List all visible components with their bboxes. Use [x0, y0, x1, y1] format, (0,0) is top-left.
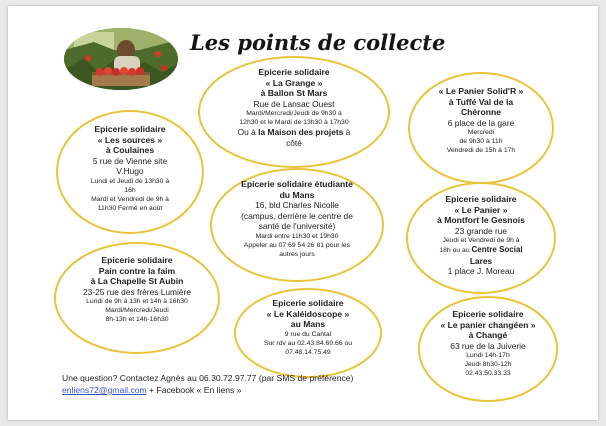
point-address: 16, bld Charles Nicolle: [255, 200, 339, 210]
contact-line: [62, 385, 242, 395]
point-hours: Lundi de 9h à 13h et 14h à 16h30: [86, 298, 188, 305]
point-alternative: Ou à la Maison des projets à: [237, 127, 351, 137]
point-address: 23 grande rue: [454, 225, 508, 236]
point-city: à Coulaines: [105, 145, 155, 155]
point-hours: de 9h30 à 11h: [459, 138, 503, 145]
point-hours: Mardi/Mercredi/Jeudi: [105, 307, 169, 314]
point-address: santé de l'université): [258, 221, 336, 231]
point-phone: Appeler au 07 69 54 26 81 pour les: [243, 241, 351, 249]
point-city: Chéronne: [460, 107, 502, 117]
point-name: Epicerie solidaire: [445, 194, 517, 204]
point-name: Pain contre la faim: [98, 265, 176, 276]
tomato-harvest-photo: [64, 28, 178, 90]
point-address: 9 rue du Cantal: [284, 330, 332, 338]
point-city: au Mans: [290, 319, 326, 329]
point-address: Rue de Lansac Ouest: [253, 98, 335, 109]
point-subname: « Le Kaléidoscope »: [266, 308, 350, 319]
point-phone: 02.43.50.33.33: [465, 370, 511, 377]
point-subname: « Le Panier »: [454, 204, 508, 215]
point-name: Epicerie solidaire: [272, 298, 344, 308]
point-hours: Mercredi: [467, 129, 495, 136]
point-city: à Changé: [468, 330, 508, 340]
point-hours: Jeudi 8h30-12h: [464, 361, 512, 368]
collection-point-grange: [198, 56, 390, 168]
point-address: 23-25 rue des frères Lumière: [83, 286, 191, 297]
contact-question: Une question? Contactez Agnès au 06.30.72.97.77 (par SMS de préférence): [62, 373, 354, 383]
point-address: 1 place J. Moreau: [447, 266, 515, 276]
point-hours: 07.48.14.75.49: [285, 348, 331, 356]
point-alternative-end: côté: [286, 137, 302, 148]
point-hours: 18h ou au Centre Social: [439, 245, 523, 254]
point-name: Epicerie solidaire: [452, 309, 524, 319]
collection-point-panier-montfort: [406, 182, 556, 294]
point-hours: Jeudi et Vendredi de 9h à: [442, 237, 520, 244]
collection-point-chapelle: [54, 242, 220, 354]
page-title: Les points de collecte: [190, 30, 446, 55]
flyer-page: [8, 6, 598, 420]
point-subname: « La Grange »: [265, 77, 323, 88]
point-address: 6 place de la gare: [447, 117, 515, 128]
point-hours: 8h-13h et 14h-16h30: [105, 316, 169, 323]
point-address: (campus, derrière le centre de: [241, 210, 353, 221]
point-hours: Sur rdv au 02.43.84.60.66 ou: [263, 339, 353, 347]
point-hours: Vendredi de 15h à 17h: [446, 147, 516, 154]
point-hours: Mardi et Vendredi de 9h à: [91, 195, 169, 203]
collection-point-sources: [56, 110, 204, 234]
collection-point-kaleidoscope: [234, 288, 382, 378]
point-place: Lares: [469, 255, 493, 266]
point-name: Epicerie solidaire: [258, 67, 330, 77]
point-name: du Mans: [279, 189, 315, 200]
point-address: V.Hugo: [116, 166, 144, 176]
point-city: à Montfort le Gesnois: [437, 215, 525, 225]
point-city: à Tuffé Val de la: [448, 96, 514, 107]
point-name: « Le Panier Solid'R »: [438, 86, 524, 96]
point-city: à Ballon St Mars: [260, 88, 328, 98]
collection-point-etudiante: [210, 168, 384, 282]
point-hours: Mardi/Mercredi/Jeudi de 9h30 à: [246, 110, 342, 117]
point-name: Epicerie solidaire: [94, 124, 166, 134]
point-hours: 11h30 Fermé en août: [97, 204, 163, 212]
collection-point-solidr: [408, 72, 554, 184]
point-address: 63 rue de la Juiverie: [450, 340, 526, 351]
point-subname: « Les sources »: [97, 134, 163, 145]
point-name: Epicerie solidaire étudiante: [241, 179, 353, 189]
point-hours: 16h: [124, 186, 136, 194]
point-phone: autres jours: [279, 250, 315, 258]
collection-point-changeen: [418, 296, 558, 402]
point-hours: Lundi 14h-17h: [466, 352, 510, 359]
email-link[interactable]: enliens72@gmail.com: [62, 385, 147, 395]
point-address: 5 rue de Vienne site: [92, 155, 168, 166]
point-name: Epicerie solidaire: [101, 255, 173, 265]
point-subname: « Le panier changéen »: [440, 319, 536, 330]
point-hours: Mardi entre 11h30 et 19h30: [255, 232, 339, 240]
facebook-text: + Facebook « En liens »: [146, 385, 242, 395]
point-hours: 12h30 et le Mardi de 13h30 à 17h30: [239, 119, 349, 126]
point-city: à La Chapelle St Aubin: [90, 276, 184, 286]
point-hours: Lundi et Jeudi de 13h30 à: [90, 177, 170, 185]
